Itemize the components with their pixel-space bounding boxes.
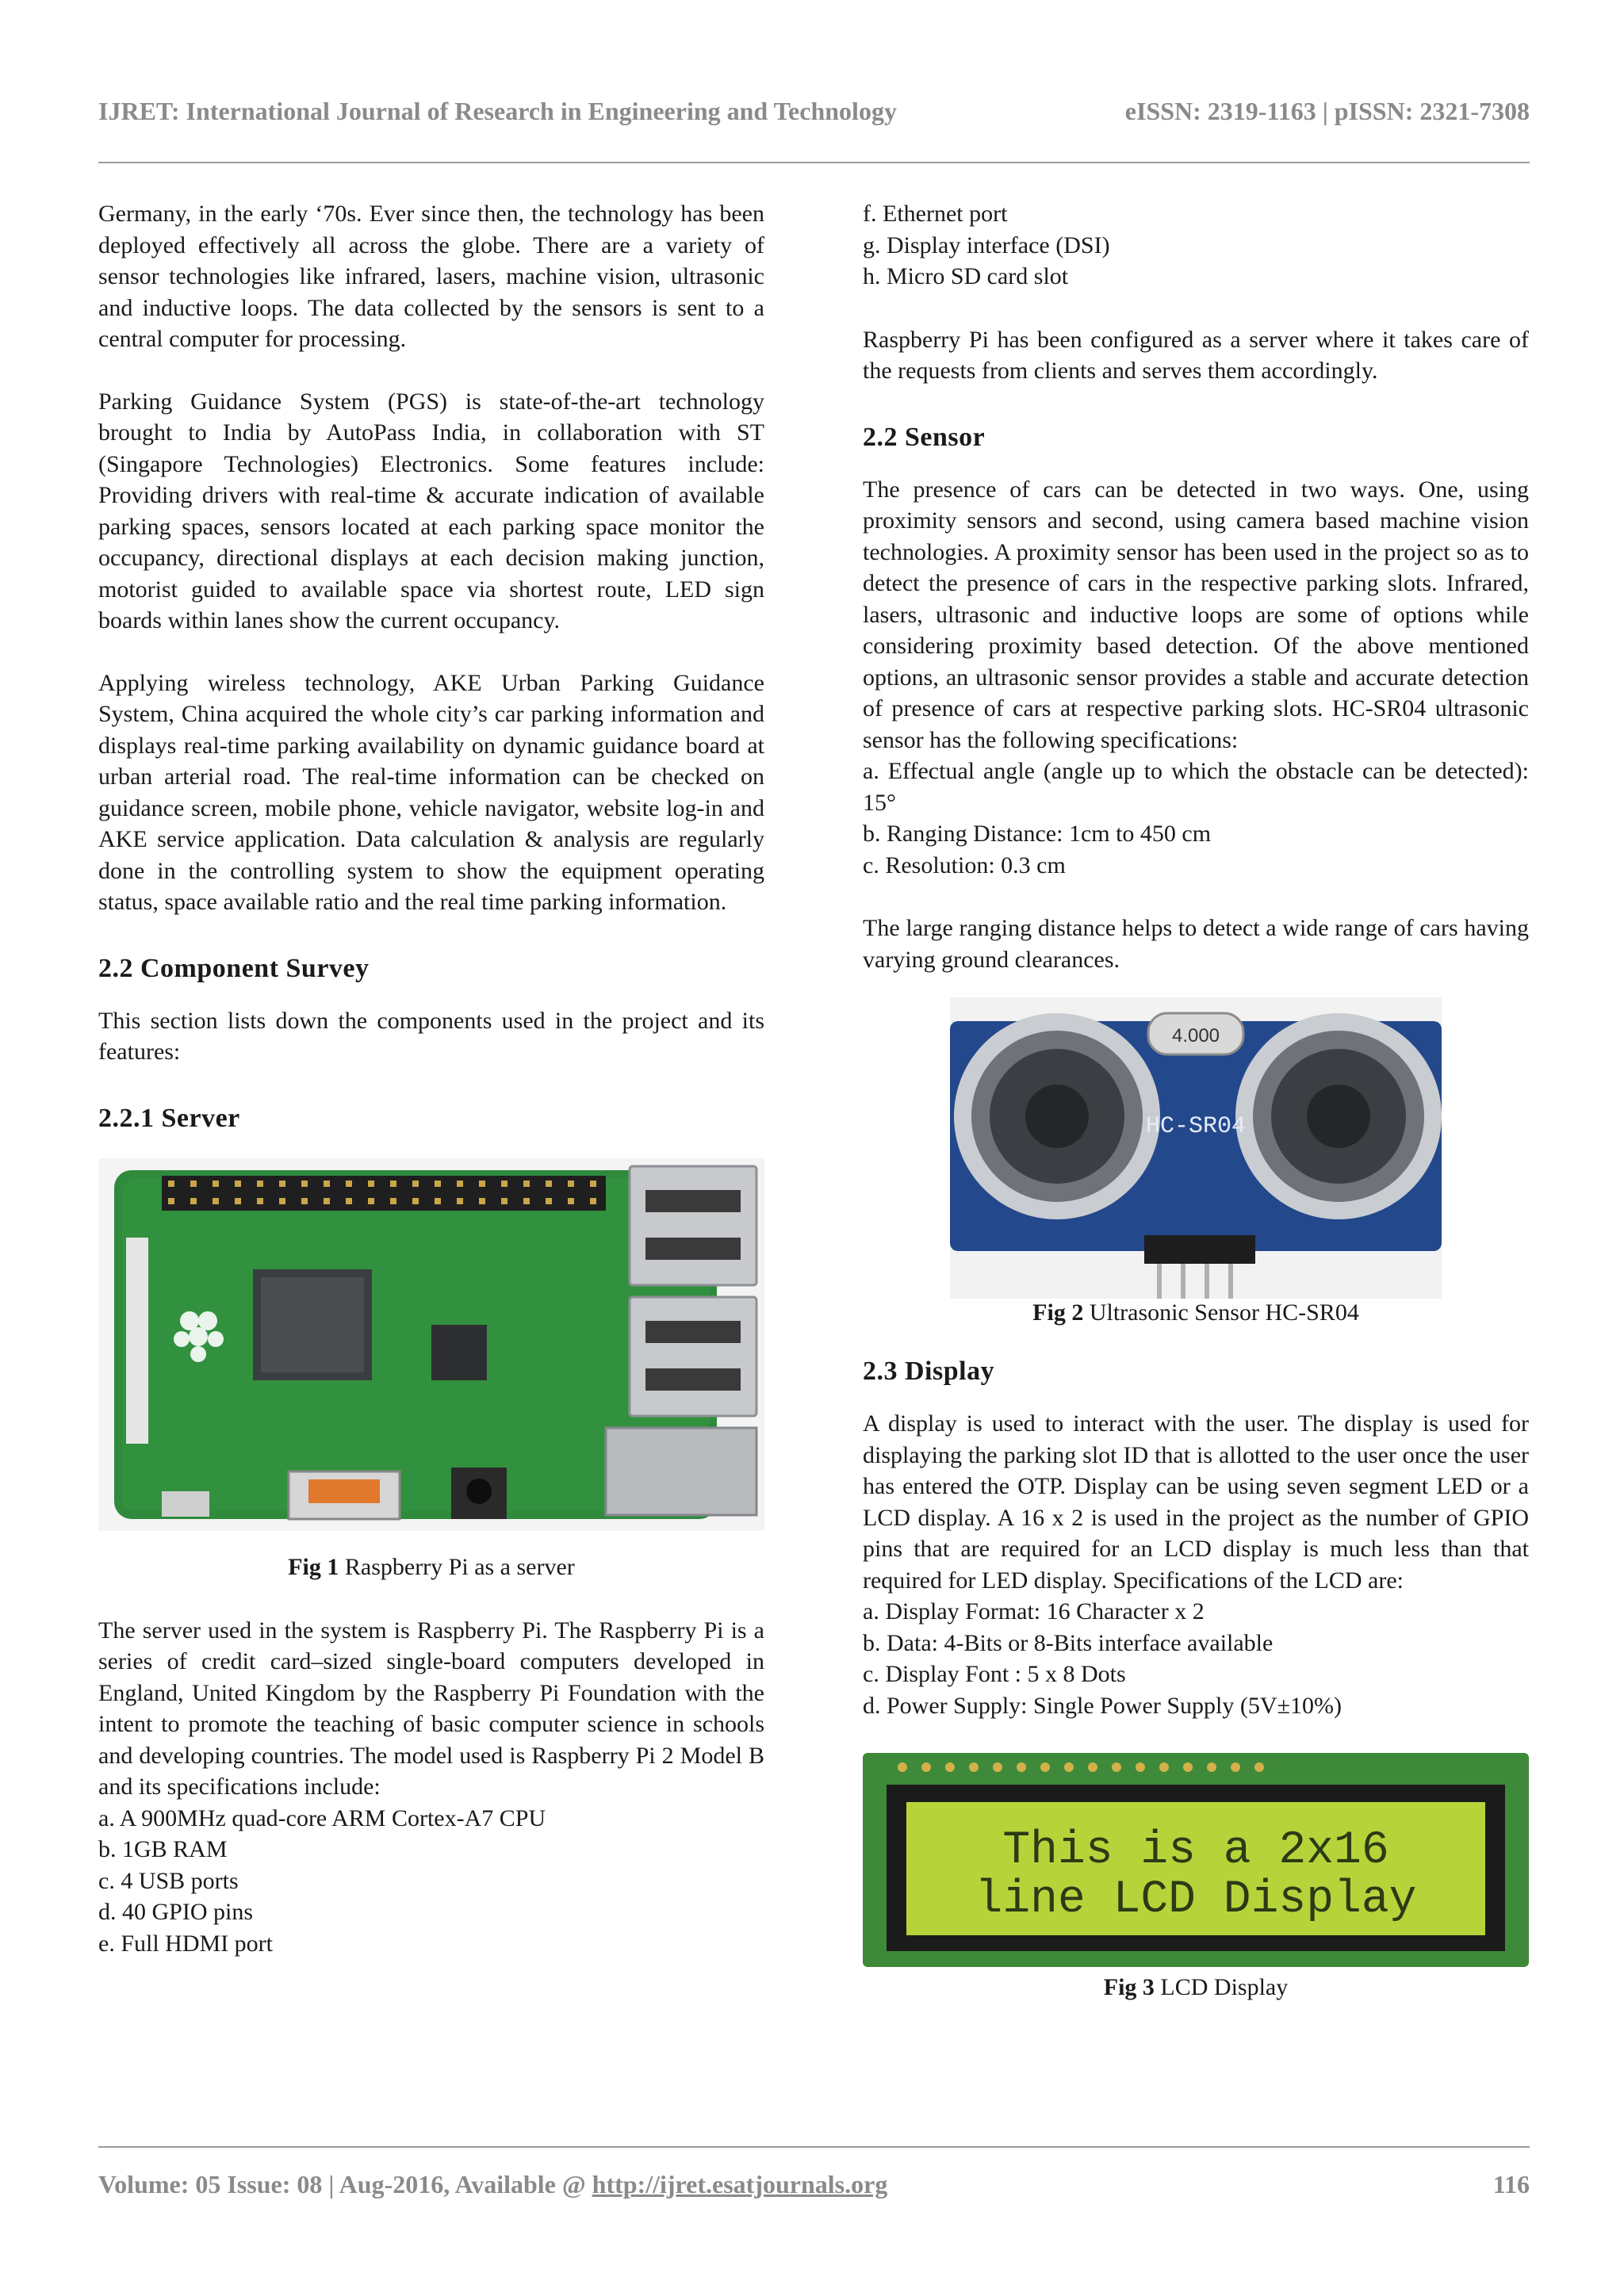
- list-item: f. Ethernet port: [863, 201, 1008, 227]
- list-item: b. Ranging Distance: 1cm to 450 cm: [863, 821, 1212, 847]
- running-header: [98, 97, 1530, 126]
- paragraph: This section lists down the components used in the project and its features:: [98, 1007, 764, 1065]
- caption-text: LCD Display: [1160, 1974, 1289, 2000]
- page-number: 116: [1492, 2170, 1530, 2198]
- paragraph: The server used in the system is Raspberry Pi. The Raspberry Pi is a series of credit card–sized single-board computers developed in England, United Kingdom by the Raspberry Pi Foundation with the intent to promote the teaching of basic computer science in schools and developing countries. The model used is Raspberry Pi 2 Model B and its specifications include:: [98, 1617, 764, 1800]
- paragraph: Germany, in the early ‘70s. Ever since then, the technology has been deployed effectively all across the globe. There are a variety of sensor technologies like infrared, lasers, machine vision, ultrasonic and inductive loops. The data collected by the sensors is sent to a central computer for processing.: [98, 201, 764, 352]
- paragraph: Applying wireless technology, AKE Urban Parking Guidance System, China acquired the whole city’s car parking information and displays real-time parking availability on dynamic guidance board at urban arterial road. The real-time information can be checked on guidance screen, mobile phone, vehicle navigator, website log-in and AKE service application. Data calculation & analysis are regularly done in the controlling system to show the equipment operating status, space available ratio and the real time parking information.: [98, 669, 764, 915]
- journal-title: IJRET: International Journal of Research in Engineering and Technology: [98, 97, 897, 125]
- left-column: [98, 198, 764, 1959]
- paragraph: The large ranging distance helps to detect a wide range of cars having varying ground clearances.: [863, 915, 1529, 973]
- paragraph: Raspberry Pi has been configured as a server where it takes care of the requests from clients and serves them accordingly.: [863, 326, 1529, 384]
- ultrasonic-sensor-image: [863, 997, 1529, 1299]
- figure-caption: [863, 1973, 1529, 2002]
- caption-label: Fig 1: [288, 1553, 339, 1580]
- figure-ultrasonic-sensor: [863, 997, 1529, 1327]
- list-item: a. Effectual angle (angle up to which the obstacle can be detected): 15°: [863, 758, 1529, 816]
- section-heading: 2.2 Component Survey: [98, 953, 370, 983]
- paragraph: Parking Guidance System (PGS) is state-of-the-art technology brought to India by AutoPass India, in collaboration with ST (Singapore Technologies) Electronics. Some features include: Providing drivers with real-time & accurate indication of available parking spaces, sensors located at each parking space monitor the occupancy, directional displays at each decision making junction, motorist guided to available space via shortest route, LED sign boards within lanes show the current occupancy.: [98, 388, 764, 633]
- paragraph: The presence of cars can be detected in two ways. One, using proximity sensors and second, using camera based machine vision technologies. A proximity sensor has been used in the project so as to detect the presence of cars in the respective parking slots. Infrared, lasers, ultrasonic and inductive loops are some of options while considering proximity based detection. Of the above mentioned options, an ultrasonic sensor provides a stable and accurate detection of presence of cars at respective parking slots. HC-SR04 ultrasonic sensor has the following specifications:: [863, 476, 1529, 753]
- transducer-right: [1235, 1013, 1442, 1219]
- issn: eISSN: 2319-1163 | pISSN: 2321-7308: [1124, 97, 1530, 125]
- footer-volume: [98, 2170, 887, 2199]
- caption-label: Fig 3: [1103, 1974, 1155, 2000]
- list-item: a. Display Format: 16 Character x 2: [863, 1598, 1205, 1624]
- caption-text: Raspberry Pi as a server: [344, 1553, 575, 1580]
- header-rule: [98, 162, 1530, 163]
- ethernet-port: [606, 1428, 756, 1515]
- list-item: c. 4 USB ports: [98, 1867, 239, 1894]
- footer-rule: [98, 2146, 1530, 2148]
- journal-link[interactable]: http://ijret.esatjournals.org: [592, 2170, 888, 2198]
- list-item: g. Display interface (DSI): [863, 232, 1110, 258]
- list-item: d. Power Supply: Single Power Supply (5V±10%): [863, 1692, 1342, 1719]
- list-item: d. 40 GPIO pins: [98, 1899, 254, 1925]
- server-spec-list-continued: [863, 198, 1529, 293]
- gpio-header-pins: [162, 1176, 606, 1211]
- paragraph: A display is used to interact with the user. The display is used for displaying the parking slot ID that is allotted to the user once the user has entered the OTP. Display can be using seven segment LED or a LCD display. A 16 x 2 is used in the project as the number of GPIO pins that are required for an LCD display is much less than that required for LED display. Specifications of the LCD are:: [863, 1410, 1529, 1594]
- sensor-model-label: HC-SR04: [1145, 1113, 1247, 1140]
- list-item: c. Display Font : 5 x 8 Dots: [863, 1661, 1126, 1687]
- list-item: e. Full HDMI port: [98, 1930, 273, 1957]
- caption-text: Ultrasonic Sensor HC-SR04: [1089, 1299, 1359, 1326]
- server-spec-list: [98, 1803, 764, 1960]
- list-item: c. Resolution: 0.3 cm: [863, 851, 1066, 878]
- figure-caption: [98, 1553, 764, 1582]
- running-footer: [98, 2170, 1530, 2199]
- figure-caption: [863, 1299, 1529, 1327]
- section-heading: 2.2.1 Server: [98, 1103, 240, 1133]
- crystal-label: 4.000: [1171, 1025, 1220, 1047]
- lcd-line-1: This is a 2x16: [1002, 1825, 1389, 1877]
- volume-text: Volume: 05 Issue: 08 | Aug-2016, Available @: [98, 2170, 592, 2198]
- figure-lcd-display: [863, 1753, 1529, 2002]
- transducer-left: [954, 1013, 1160, 1219]
- list-item: a. A 900MHz quad-core ARM Cortex-A7 CPU: [98, 1804, 546, 1831]
- lcd-display-image: [863, 1753, 1529, 1967]
- right-column: [863, 198, 1529, 2002]
- display-spec-list: [863, 1596, 1529, 1721]
- section-heading: 2.2 Sensor: [863, 422, 986, 452]
- sensor-spec-list: [863, 756, 1529, 881]
- list-item: b. 1GB RAM: [98, 1836, 228, 1862]
- lcd-line-2: line LCD Display: [975, 1874, 1417, 1926]
- list-item: b. Data: 4-Bits or 8-Bits interface available: [863, 1629, 1274, 1656]
- raspberry-pi-image: [98, 1158, 764, 1531]
- section-heading: 2.3 Display: [863, 1357, 995, 1386]
- caption-label: Fig 2: [1032, 1299, 1084, 1326]
- figure-raspberry-pi: [98, 1158, 764, 1582]
- list-item: h. Micro SD card slot: [863, 263, 1069, 289]
